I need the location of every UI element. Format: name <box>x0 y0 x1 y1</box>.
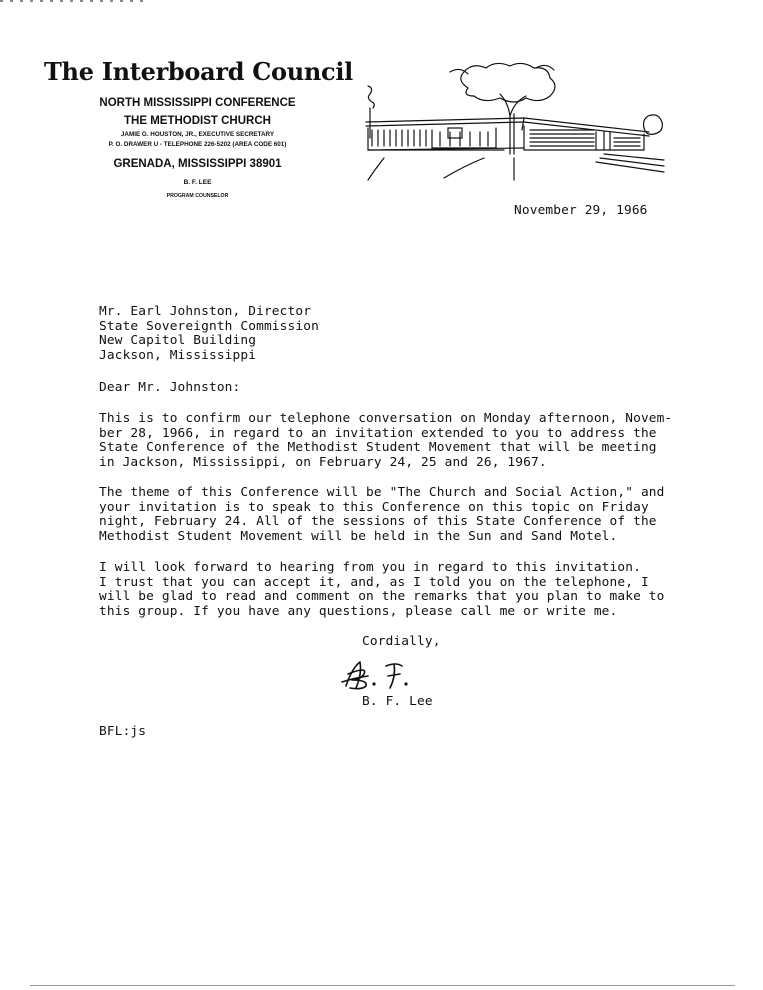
paragraph-line: will be glad to read and comment on the remarks that you plan to make to <box>99 589 665 605</box>
paragraph-3 <box>99 561 665 619</box>
scan-edge-top <box>0 0 150 2</box>
paragraph-line: ber 28, 1966, in regard to an invitation extended to you to address the <box>99 425 657 441</box>
address-line: State Sovereignth Commission <box>99 318 319 334</box>
letterhead-secretary: JAMIE G. HOUSTON, JR., EXECUTIVE SECRETARY <box>120 131 275 138</box>
paragraph-line: I trust that you can accept it, and, as I told you on the telephone, I <box>99 574 649 590</box>
recipient-address <box>99 305 319 363</box>
letterhead-conference: NORTH MISSISSIPPI CONFERENCE <box>99 97 296 109</box>
paragraph-line: State Conference of the Methodist Student Movement that will be meeting <box>99 440 657 456</box>
letterhead-church: THE METHODIST CHURCH <box>124 115 271 127</box>
paragraph-line: This is to confirm our telephone conversation on Monday afternoon, Novem- <box>99 411 673 426</box>
letterhead-city: GRENADA, MISSISSIPPI 38901 <box>113 158 282 170</box>
paragraph-line: in Jackson, Mississippi, on February 24, 25 and 26, 1967. <box>99 454 547 470</box>
paragraph-line: your invitation is to speak to this Conference on this topic on Friday <box>99 499 649 515</box>
address-line: New Capitol Building <box>99 333 257 349</box>
address-line: Jackson, Mississippi <box>99 347 257 363</box>
handwritten-signature <box>338 658 448 692</box>
reference-initials: BFL:js <box>99 724 147 739</box>
paragraph-line: The theme of this Conference will be "The Church and Social Action," and <box>99 485 665 500</box>
letterhead-contact: P. O. DRAWER U - TELEPHONE 226-5202 (AREA CODE 601) <box>108 141 287 148</box>
salutation: Dear Mr. Johnston: <box>99 380 241 395</box>
paragraph-1 <box>99 412 672 470</box>
paragraph-line: Methodist Student Movement will be held in the Sun and Sand Motel. <box>99 528 618 544</box>
letterhead-counselor-name: B. F. LEE <box>183 179 212 186</box>
closing: Cordially, <box>362 634 441 649</box>
paragraph-line: this group. If you have any questions, please call me or write me. <box>99 603 618 619</box>
letter-date: November 29, 1966 <box>514 203 648 218</box>
letterhead-org-name: The Interboard Council <box>44 57 353 86</box>
scan-edge-bottom <box>30 985 735 986</box>
address-line: Mr. Earl Johnston, Director <box>99 304 312 319</box>
paragraph-line: I will look forward to hearing from you in regard to this invitation. <box>99 560 641 575</box>
paragraph-2 <box>99 486 665 544</box>
signer-name: B. F. Lee <box>362 694 433 709</box>
paragraph-line: night, February 24. All of the sessions of this State Conference of the <box>99 514 657 530</box>
letterhead-counselor-title: PROGRAM COUNSELOR <box>166 193 229 199</box>
building-illustration <box>364 58 666 182</box>
